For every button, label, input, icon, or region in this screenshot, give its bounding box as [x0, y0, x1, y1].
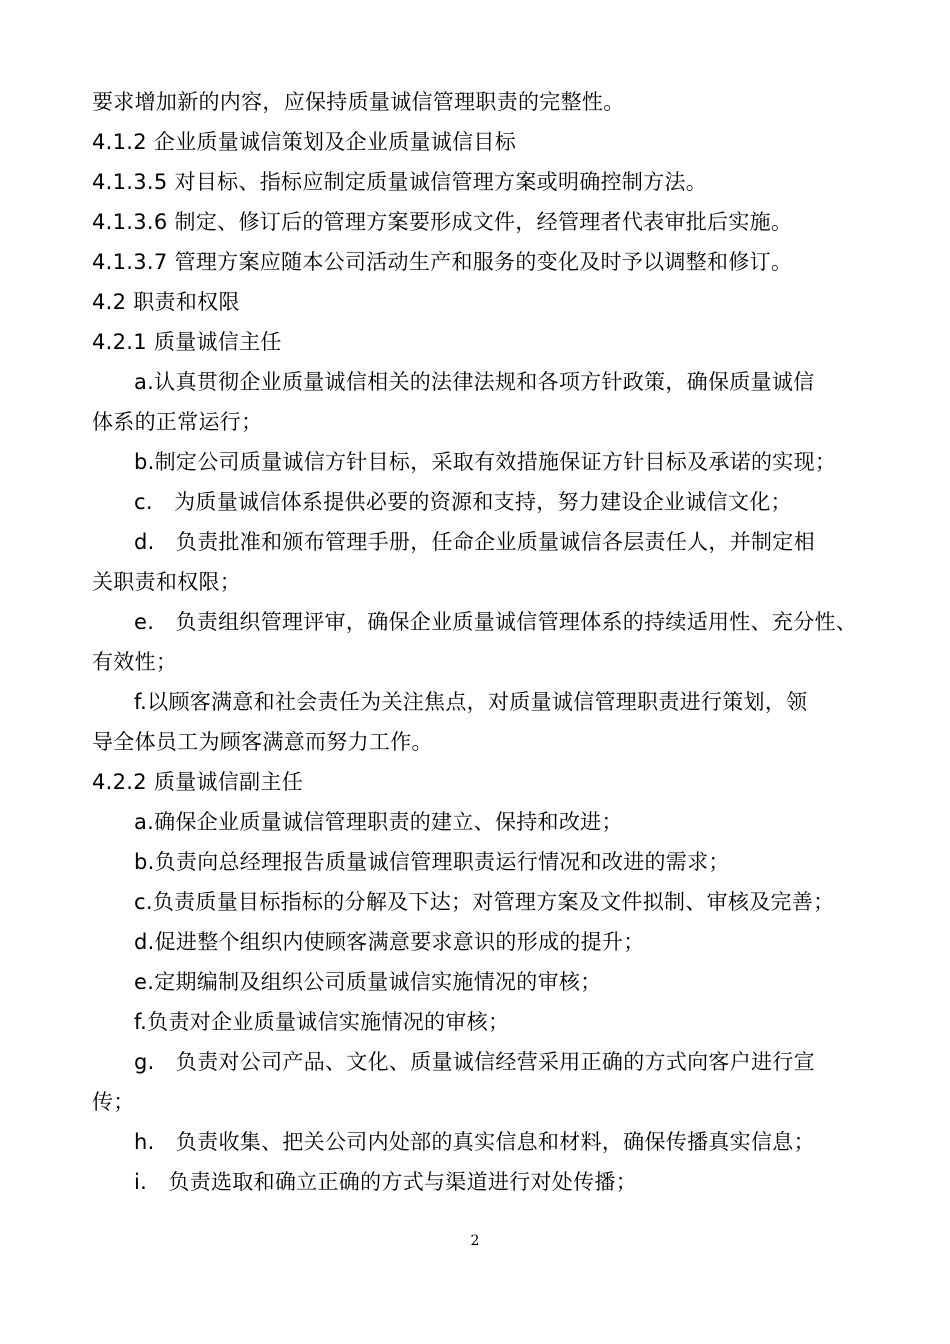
- list-item: a.认真贯彻企业质量诚信相关的法律法规和各项方针政策，确保质量诚信: [134, 370, 815, 394]
- text-line: 要求增加新的内容，应保持质量诚信管理职责的完整性。: [92, 90, 625, 114]
- section-heading: 4.2 职责和权限: [92, 290, 240, 314]
- list-item: c.负责质量目标指标的分解及下达；对管理方案及文件拟制、审核及完善；: [134, 890, 835, 914]
- section-heading: 4.2.1 质量诚信主任: [92, 330, 282, 354]
- list-item: d.促进整个组织内使顾客满意要求意识的形成的提升；: [134, 930, 645, 954]
- list-item: f.负责对企业质量诚信实施情况的审核；: [134, 1010, 510, 1034]
- list-item-continuation: 有效性；: [92, 650, 178, 674]
- text-line: 4.1.3.6 制定、修订后的管理方案要形成文件，经管理者代表审批后实施。: [92, 210, 793, 234]
- list-item: e.定期编制及组织公司质量诚信实施情况的审核；: [134, 970, 602, 994]
- section-heading: 4.1.2 企业质量诚信策划及企业质量诚信目标: [92, 130, 517, 154]
- page-number: 2: [470, 1233, 480, 1249]
- list-item: a.确保企业质量诚信管理职责的建立、保持和改进；: [134, 810, 623, 834]
- text-line: 4.1.3.5 对目标、指标应制定质量诚信管理方案或明确控制方法。: [92, 170, 708, 194]
- text-line: 4.1.3.7 管理方案应随本公司活动生产和服务的变化及时予以调整和修订。: [92, 250, 793, 274]
- list-item: e. 负责组织管理评审，确保企业质量诚信管理体系的持续适用性、充分性、: [134, 610, 858, 634]
- list-item-continuation: 关职责和权限；: [92, 570, 242, 594]
- list-item: h. 负责收集、把关公司内处部的真实信息和材料，确保传播真实信息；: [134, 1130, 815, 1154]
- list-item: g. 负责对公司产品、文化、质量诚信经营采用正确的方式向客户进行宣: [134, 1050, 815, 1074]
- list-item: i. 负责选取和确立正确的方式与渠道进行对处传播；: [134, 1170, 638, 1194]
- list-item-continuation: 导全体员工为顾客满意而努力工作。: [92, 730, 433, 754]
- section-heading: 4.2.2 质量诚信副主任: [92, 770, 304, 794]
- list-item: b.负责向总经理报告质量诚信管理职责运行情况和改进的需求；: [134, 850, 730, 874]
- list-item: f.以顾客满意和社会责任为关注焦点，对质量诚信管理职责进行策划，领: [134, 690, 808, 714]
- list-item-continuation: 体系的正常运行；: [92, 410, 263, 434]
- list-item-continuation: 传；: [92, 1090, 135, 1114]
- list-item: b.制定公司质量诚信方针目标，采取有效措施保证方针目标及承诺的实现；: [134, 450, 837, 474]
- list-item: c. 为质量诚信体系提供必要的资源和支持，努力建设企业诚信文化；: [134, 490, 792, 514]
- list-item: d. 负责批准和颁布管理手册，任命企业质量诚信各层责任人，并制定相: [134, 530, 815, 554]
